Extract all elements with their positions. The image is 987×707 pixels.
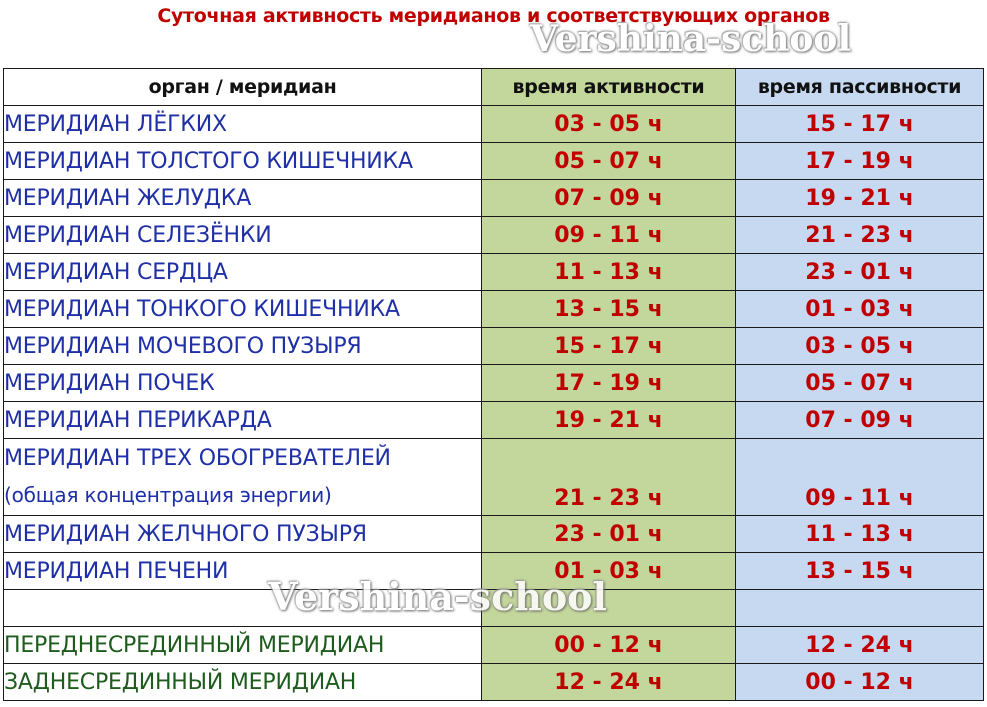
- watermark-top: Vershina-school: [530, 18, 852, 60]
- table-row: [4, 516, 984, 553]
- passive-time: 13 - 15 ч: [736, 553, 984, 590]
- table-header-row: [4, 69, 984, 106]
- table-row: [4, 291, 984, 328]
- table-row: [4, 328, 984, 365]
- meridian-name-cell: [4, 439, 482, 516]
- active-time: 00 - 12 ч: [482, 627, 736, 664]
- passive-time: 01 - 03 ч: [736, 291, 984, 328]
- meridian-name: МЕРИДИАН ЖЕЛЧНОГО ПУЗЫРЯ: [4, 516, 482, 553]
- watermark-middle: Vershina-school: [268, 574, 607, 619]
- active-time: 12 - 24 ч: [482, 664, 736, 701]
- column-header-active-time: время активности: [482, 69, 736, 106]
- page-title: Суточная активность меридианов и соответствующих органов: [157, 5, 830, 27]
- passive-time: 05 - 07 ч: [736, 365, 984, 402]
- active-time: 05 - 07 ч: [482, 143, 736, 180]
- passive-time: 11 - 13 ч: [736, 516, 984, 553]
- meridian-name: МЕРИДИАН ПЕРИКАРДА: [4, 402, 482, 439]
- meridian-name: МЕРИДИАН ЖЕЛУДКА: [4, 180, 482, 217]
- passive-time: 03 - 05 ч: [736, 328, 984, 365]
- passive-time: 15 - 17 ч: [736, 106, 984, 143]
- meridian-note: (общая концентрация энергии): [4, 482, 332, 507]
- table-row: [4, 365, 984, 402]
- passive-time: 23 - 01 ч: [736, 254, 984, 291]
- empty-cell: [4, 590, 482, 627]
- passive-time: 00 - 12 ч: [736, 664, 984, 701]
- meridian-name: МЕРИДИАН ПОЧЕК: [4, 365, 482, 402]
- column-header-organ: орган / меридиан: [4, 69, 482, 106]
- table-row: [4, 553, 984, 590]
- meridian-name: ПЕРЕДНЕСРЕДИННЫЙ МЕРИДИАН: [4, 627, 482, 664]
- meridian-name: МЕРИДИАН СЕЛЕЗЁНКИ: [4, 217, 482, 254]
- table-row: [4, 402, 984, 439]
- table-row: [4, 664, 984, 701]
- table-row: [4, 106, 984, 143]
- meridian-name: МЕРИДИАН СЕРДЦА: [4, 254, 482, 291]
- table-row: [4, 439, 984, 516]
- column-header-passive-time: время пассивности: [736, 69, 984, 106]
- passive-time: 19 - 21 ч: [736, 180, 984, 217]
- meridian-name: ЗАДНЕСРЕДИННЫЙ МЕРИДИАН: [4, 664, 482, 701]
- meridian-name: МЕРИДИАН ЛЁГКИХ: [4, 106, 482, 143]
- active-time: 19 - 21 ч: [482, 402, 736, 439]
- table-row-empty: [4, 590, 984, 627]
- active-time: 17 - 19 ч: [482, 365, 736, 402]
- active-time: 21 - 23 ч: [482, 439, 736, 516]
- table-row: [4, 217, 984, 254]
- passive-time: 12 - 24 ч: [736, 627, 984, 664]
- active-time: 13 - 15 ч: [482, 291, 736, 328]
- meridian-name: МЕРИДИАН ПЕЧЕНИ: [4, 553, 482, 590]
- meridian-name: МЕРИДИАН ТОНКОГО КИШЕЧНИКА: [4, 291, 482, 328]
- empty-cell: [482, 590, 736, 627]
- meridian-name: МЕРИДИАН МОЧЕВОГО ПУЗЫРЯ: [4, 328, 482, 365]
- active-time: 07 - 09 ч: [482, 180, 736, 217]
- table-row: [4, 180, 984, 217]
- active-time: 09 - 11 ч: [482, 217, 736, 254]
- active-time: 03 - 05 ч: [482, 106, 736, 143]
- empty-cell: [736, 590, 984, 627]
- meridian-name: МЕРИДИАН ТОЛСТОГО КИШЕЧНИКА: [4, 143, 482, 180]
- table-row: [4, 254, 984, 291]
- meridian-name: МЕРИДИАН ТРЕХ ОБОГРЕВАТЕЛЕЙ: [4, 445, 391, 471]
- table-row: [4, 627, 984, 664]
- passive-time: 09 - 11 ч: [736, 439, 984, 516]
- active-time: 11 - 13 ч: [482, 254, 736, 291]
- active-time: 15 - 17 ч: [482, 328, 736, 365]
- passive-time: 07 - 09 ч: [736, 402, 984, 439]
- passive-time: 17 - 19 ч: [736, 143, 984, 180]
- meridian-activity-table: [3, 68, 984, 701]
- active-time: 23 - 01 ч: [482, 516, 736, 553]
- active-time: 01 - 03 ч: [482, 553, 736, 590]
- passive-time: 21 - 23 ч: [736, 217, 984, 254]
- table-row: [4, 143, 984, 180]
